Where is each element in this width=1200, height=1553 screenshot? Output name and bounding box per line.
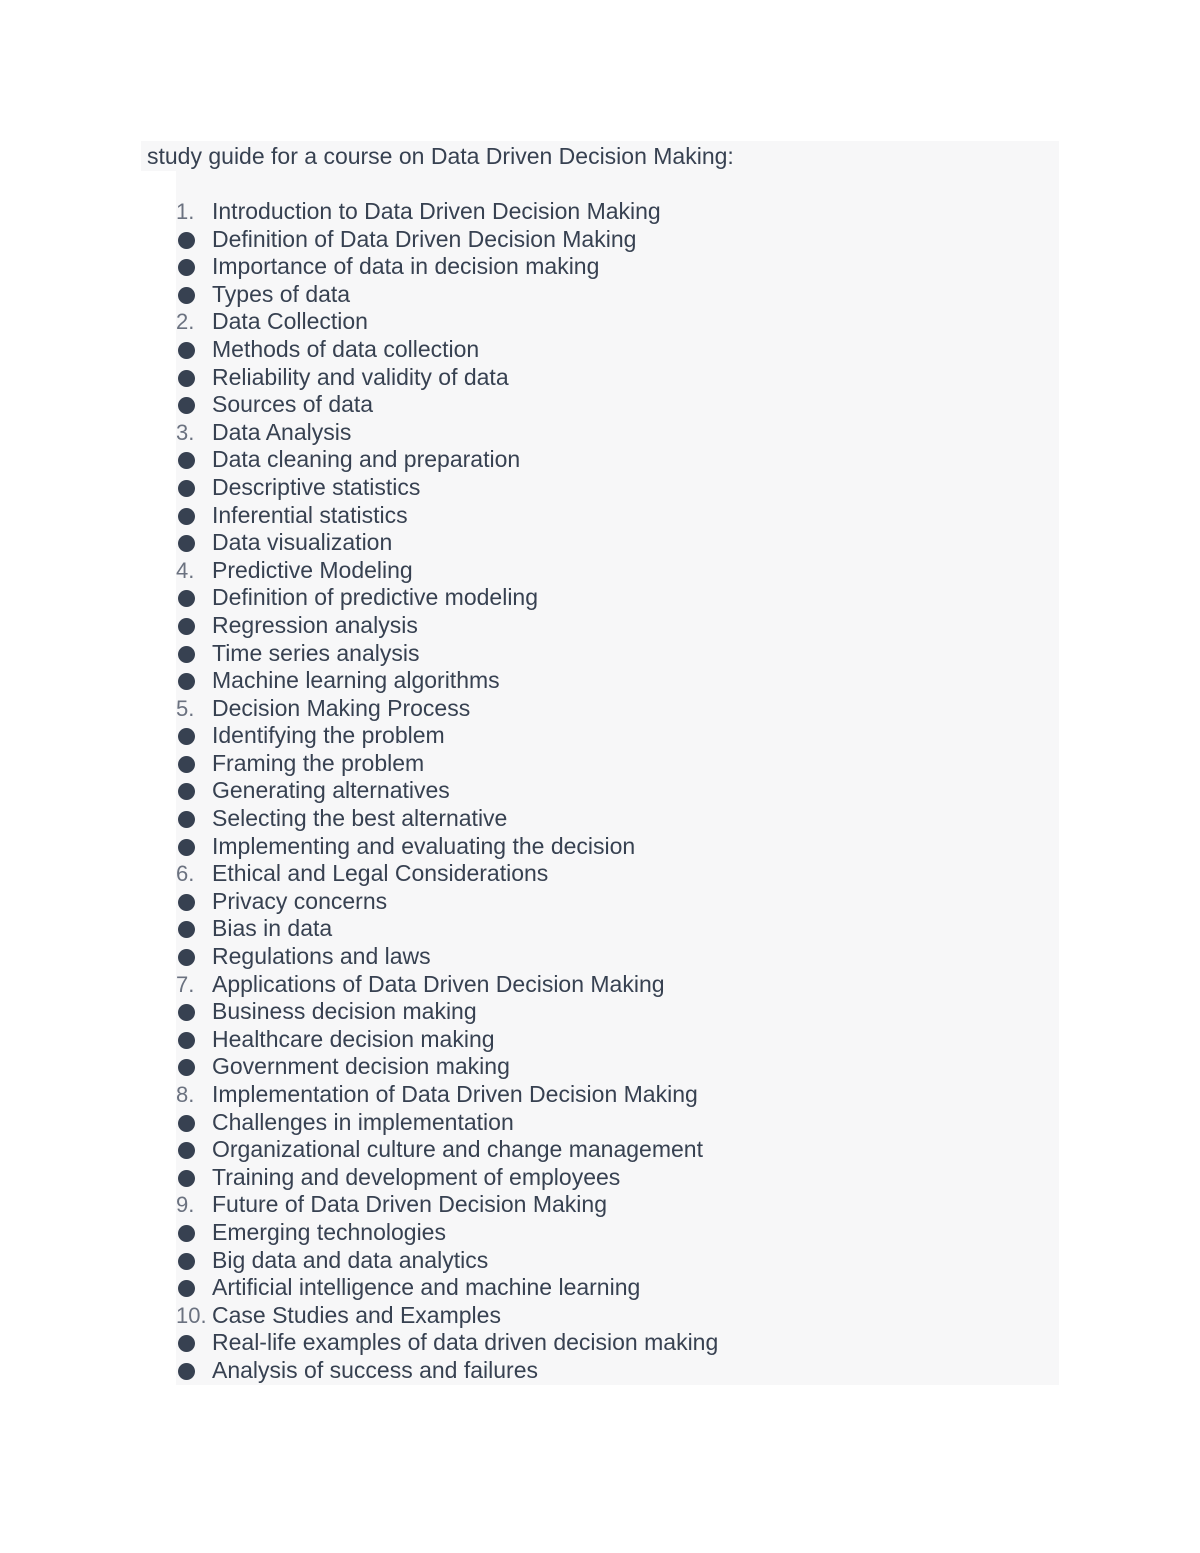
list-item-text: Data visualization: [212, 529, 393, 556]
section-number: 8.: [176, 1082, 195, 1107]
page-title: study guide for a course on Data Driven Decision Making:: [147, 143, 734, 169]
list-item-text: Types of data: [212, 280, 351, 307]
list-item-text: Challenges in implementation: [212, 1108, 514, 1135]
section-title: Data Analysis: [212, 418, 352, 445]
list-item-text: Business decision making: [212, 998, 477, 1025]
bullet-icon: [178, 1225, 195, 1242]
bullet-icon: [178, 1032, 195, 1049]
bullet-icon: [178, 618, 195, 635]
list-item-text: Machine learning algorithms: [212, 667, 500, 694]
bullet-icon: [178, 1115, 195, 1132]
section-number: 3.: [176, 419, 195, 445]
list-item-text: Definition of Data Driven Decision Making: [212, 225, 637, 252]
list-item-text: Artificial intelligence and machine learning: [212, 1274, 641, 1301]
section-title: Case Studies and Examples: [212, 1301, 501, 1328]
list-item-text: Regression analysis: [212, 611, 418, 638]
section-number: 1.: [176, 199, 195, 224]
section-number: 9.: [176, 1192, 195, 1218]
bullet-icon: [178, 811, 195, 828]
section-title: Decision Making Process: [212, 694, 471, 721]
list-item-text: Data cleaning and preparation: [212, 446, 521, 473]
bullet-icon: [178, 646, 195, 663]
bullet-icon: [178, 370, 195, 387]
section-number: 10.: [176, 1302, 207, 1328]
bullet-icon: [178, 1363, 195, 1380]
list-item-text: Privacy concerns: [212, 887, 388, 914]
bullet-icon: [178, 508, 195, 525]
list-item-text: Selecting the best alternative: [212, 805, 508, 832]
list-item-text: Healthcare decision making: [212, 1025, 495, 1052]
bullet-icon: [178, 287, 195, 304]
list-item-text: Big data and data analytics: [212, 1246, 489, 1273]
bullet-icon: [178, 1170, 195, 1187]
bullet-icon: [178, 839, 195, 856]
list-item-text: Training and development of employees: [212, 1163, 621, 1190]
section-title: Applications of Data Driven Decision Making: [212, 970, 665, 997]
section-number: 2.: [176, 309, 195, 335]
list-item-text: Importance of data in decision making: [212, 253, 600, 280]
bullet-icon: [178, 342, 195, 359]
list-item-text: Government decision making: [212, 1053, 510, 1080]
bullet-icon: [178, 1253, 195, 1270]
list-item-text: Methods of data collection: [212, 335, 480, 362]
section-title: Data Collection: [212, 308, 368, 335]
bullet-icon: [178, 480, 195, 497]
list-item-text: Sources of data: [212, 391, 374, 418]
list-item-text: Generating alternatives: [212, 777, 450, 804]
bullet-icon: [178, 232, 195, 249]
section-title: Future of Data Driven Decision Making: [212, 1191, 607, 1218]
section-title: Ethical and Legal Considerations: [212, 860, 549, 887]
section-number: 7.: [176, 971, 195, 997]
list-item-text: Inferential statistics: [212, 501, 408, 528]
list-item-text: Bias in data: [212, 915, 333, 942]
list-item-text: Identifying the problem: [212, 722, 445, 749]
section-number: 4.: [176, 557, 195, 583]
section-number: 5.: [176, 695, 195, 721]
bullet-icon: [178, 756, 195, 773]
list-item-text: Regulations and laws: [212, 943, 431, 970]
list-item-text: Implementing and evaluating the decision: [212, 832, 636, 859]
section-title: Predictive Modeling: [212, 556, 413, 583]
section-number: 6.: [176, 861, 195, 887]
section-title: Introduction to Data Driven Decision Making: [212, 198, 661, 224]
section-title: Implementation of Data Driven Decision Making: [212, 1081, 698, 1107]
bullet-icon: [178, 673, 195, 690]
list-item-text: Definition of predictive modeling: [212, 584, 539, 611]
list-item-text: Descriptive statistics: [212, 473, 421, 500]
list-item-text: Analysis of success and failures: [212, 1356, 538, 1383]
list-item-text: Reliability and validity of data: [212, 363, 509, 390]
bullet-icon: [178, 535, 195, 552]
list-item-text: Framing the problem: [212, 749, 425, 776]
bullet-icon: [178, 894, 195, 911]
list-item-text: Time series analysis: [212, 639, 420, 666]
list-item-text: Emerging technologies: [212, 1218, 446, 1245]
list-item-text: Organizational culture and change management: [212, 1136, 703, 1163]
bullet-icon: [178, 949, 195, 966]
list-item-text: Real-life examples of data driven decision making: [212, 1329, 719, 1356]
